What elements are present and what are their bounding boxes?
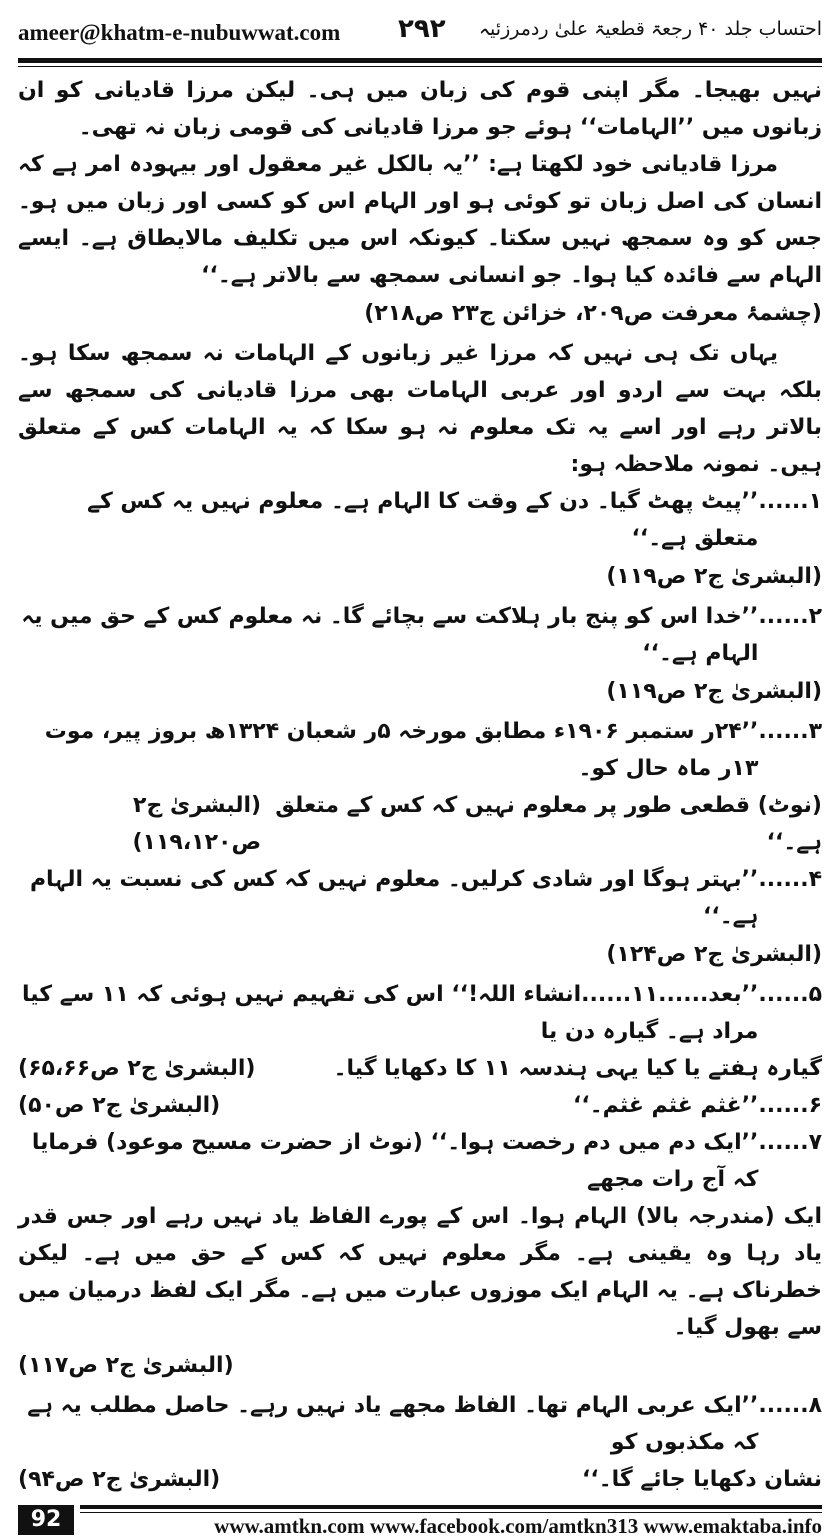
item-reference: (البشریٰ ج۲ ص۱۱۹) bbox=[606, 564, 822, 589]
item-continuation-row bbox=[18, 1461, 822, 1498]
footer-links: www.amtkn.com www.facebook.com/amtkn313 www.emaktaba.info bbox=[214, 1514, 822, 1538]
item-number: ۴...... bbox=[758, 867, 822, 892]
footer-rule-thick bbox=[80, 1505, 822, 1509]
item-continuation: (نوٹ) قطعی طور پر معلوم نہیں کہ کس کے متعلق ہے۔‘‘ bbox=[275, 793, 822, 855]
item-continuation: نشان دکھایا جائے گا۔‘‘ bbox=[582, 1467, 822, 1492]
item-reference: (البشریٰ ج۲ ص۱۲۴) bbox=[606, 942, 822, 967]
header-email: ameer@khatm-e-nubuwwat.com bbox=[18, 20, 341, 45]
page-header bbox=[18, 14, 822, 54]
item-continuation: ایک (مندرجہ بالا) الہام ہوا۔ اس کے پورے الفاظ یاد نہیں رہے اور جس قدر یاد رہا وہ یقینی ہے۔ مگر معلوم نہیں کہ کس کے حق میں ہے۔ لیکن خطرناک ہے۔ یہ الہام ایک موزوں عبارت میں ہے۔ مگر ایک لفظ درمیان میں سے بھول گیا۔ bbox=[18, 1204, 822, 1340]
list-item bbox=[18, 598, 822, 672]
item-reference: (البشریٰ ج۲ ص۵۰) bbox=[18, 1093, 221, 1118]
item-continuation: گیارہ ہفتے یا کیا یہی ہندسہ ۱۱ کا دکھایا گیا۔ bbox=[333, 1056, 822, 1081]
list-item bbox=[18, 483, 822, 557]
list-item bbox=[18, 1087, 822, 1124]
item-number: ۷...... bbox=[758, 1130, 822, 1155]
item-reference: (البشریٰ ج۲ ص۶۵،۶۶) bbox=[18, 1056, 256, 1081]
item-main bbox=[220, 1087, 822, 1124]
list-item bbox=[18, 713, 822, 787]
footer-page-number: 92 bbox=[18, 1505, 74, 1535]
item-text: ’’۲۴ر ستمبر ۱۹۰۶ء مطابق مورخہ ۵ر شعبان ۱۳۲۴ھ بروز پیر، موت ۱۳ر ماہ حال کو۔ bbox=[44, 719, 759, 781]
item-reference: (البشریٰ ج۲ ص۱۱۹،۱۲۰) bbox=[132, 793, 262, 855]
item-text: ’’بعد......۱۱......انشاء اللہ!‘‘ اس کی تفہیم نہیں ہوئی کہ ۱۱ سے کیا مراد ہے۔ گیارہ دن یا bbox=[22, 982, 759, 1044]
list-item bbox=[18, 1124, 822, 1198]
paragraph-1: نہیں بھیجا۔ مگر اپنی قوم کی زبان میں ہی۔ لیکن مرزا قادیانی کو ان زبانوں میں ’’الہامات‘‘ ہوئے جو مرزا قادیانی کی قومی زبان نہ تھی۔ bbox=[18, 78, 822, 140]
item-text: ’’ایک دم میں دم رخصت ہوا۔‘‘ (نوٹ از حضرت مسیح موعود) فرمایا کہ آج رات مجھے bbox=[31, 1130, 759, 1192]
item-number: ۱...... bbox=[758, 489, 822, 514]
item-text: ’’ایک عربی الہام تھا۔ الفاظ مجھے یاد نہیں رہے۔ حاصل مطلب یہ ہے کہ مکذبوں کو bbox=[27, 1393, 759, 1455]
item-number: ۲...... bbox=[758, 604, 822, 629]
item-text: ’’خدا اس کو پنج بار ہلاکت سے بچائے گا۔ نہ معلوم کس کے حق میں یہ الہام ہے۔‘‘ bbox=[21, 604, 759, 666]
item-reference: (البشریٰ ج۲ ص۹۴) bbox=[18, 1467, 221, 1492]
item-number: ۵...... bbox=[758, 982, 822, 1007]
list-item bbox=[18, 861, 822, 935]
item-text: ’’بہتر ہوگا اور شادی کرلیں۔ معلوم نہیں کہ کس کی نسبت یہ الہام ہے۔‘‘ bbox=[29, 867, 759, 929]
list-item bbox=[18, 1387, 822, 1461]
page-body bbox=[18, 72, 822, 1498]
header-rule-thin bbox=[18, 66, 822, 67]
item-continuation-row bbox=[18, 1050, 822, 1087]
item-reference: (البشریٰ ج۲ ص۱۱۹) bbox=[606, 679, 822, 704]
header-book-title: احتساب جلد ۴۰ رجعۃ قطعیۃ علیٰ ردمرزئیہ bbox=[478, 18, 822, 40]
paragraph-3: یہاں تک ہی نہیں کہ مرزا غیر زبانوں کے الہامات نہ سمجھ سکا ہو۔ بلکہ بہت سے اردو اور عربی الہامات بھی مرزا قادیانی کی سمجھ سے بالاتر رہے اور اسے یہ تک معلوم نہ ہو سکا کہ یہ الہامات کس کے متعلق ہیں۔ نمونہ ملاحظہ ہو: bbox=[18, 341, 822, 477]
list-item bbox=[18, 976, 822, 1050]
header-rule-thick bbox=[18, 58, 822, 63]
reference: (چشمۂ معرفت ص۲۰۹، خزائن ج۲۳ ص۲۱۸) bbox=[364, 301, 822, 326]
footer-rule-thin bbox=[80, 1512, 822, 1513]
item-number: ۳...... bbox=[758, 719, 822, 744]
header-page-number: ۲۹۲ bbox=[398, 14, 446, 44]
item-text: ’’پیٹ پھٹ گیا۔ دن کے وقت کا الہام ہے۔ معلوم نہیں یہ کس کے متعلق ہے۔‘‘ bbox=[87, 489, 759, 551]
item-reference: (البشریٰ ج۲ ص۱۱۷) bbox=[18, 1353, 234, 1378]
item-text: ’’غثم غثم غثم۔‘‘ bbox=[572, 1093, 759, 1118]
paragraph-2: مرزا قادیانی خود لکھتا ہے: ’’یہ بالکل غیر معقول اور بیہودہ امر ہے کہ انسان کی اصل زبان تو کوئی ہو اور الہام اس کو کسی اور زبان میں ہو۔ جس کو وہ سمجھ نہیں سکتا۔ کیونکہ اس میں تکلیف مالایطاق ہے۔ ایسے الہام سے فائدہ کیا ہوا۔ جو انسانی سمجھ سے بالاتر ہے۔‘‘ bbox=[18, 152, 822, 288]
item-number: ۸...... bbox=[758, 1393, 822, 1418]
item-number: ۶...... bbox=[758, 1093, 822, 1118]
item-continuation-row bbox=[18, 787, 822, 861]
